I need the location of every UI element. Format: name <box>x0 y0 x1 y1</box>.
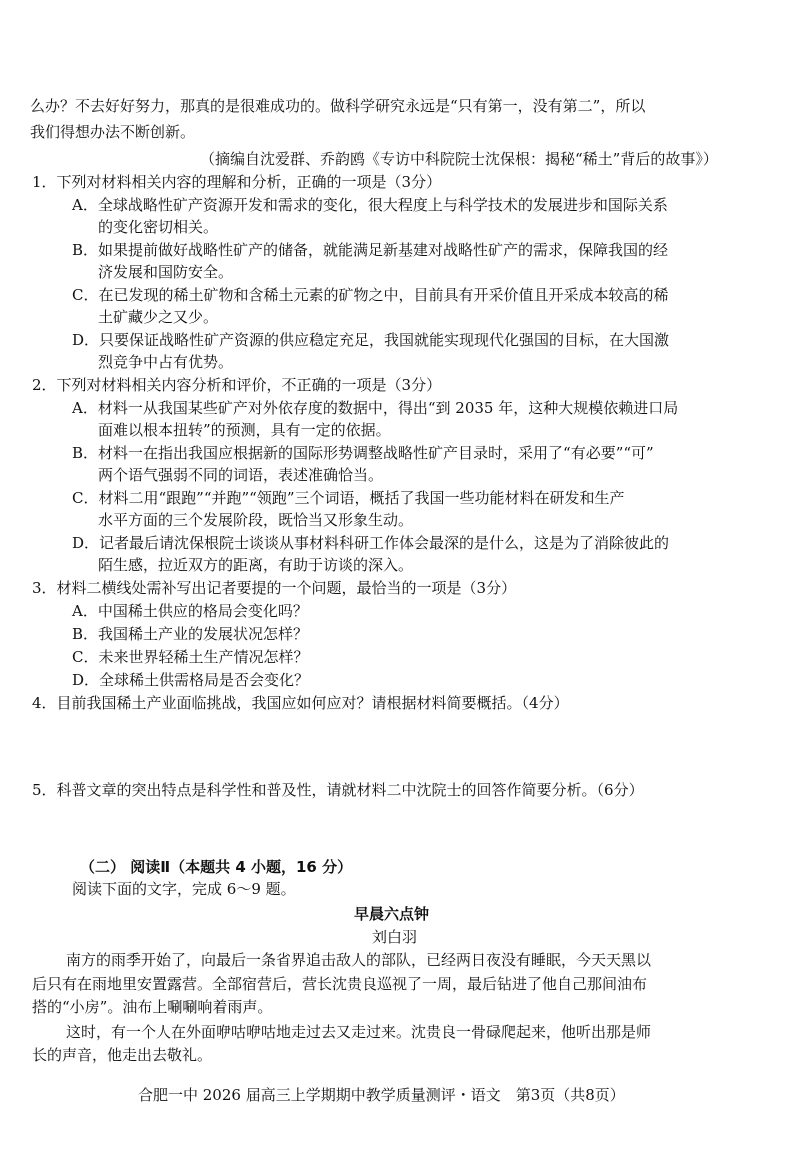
page-footer: 合肥一中 2026 届高三上学期期中教学质量测评・语文 第3页（共8页） <box>138 1086 625 1104</box>
q1-option-b: B．如果提前做好战略性矿产的储备，就能满足新基建对战略性矿产的需求，保障我国的经 <box>72 241 669 259</box>
q1-option-c: C．在已发现的稀土矿物和含稀土元素的矿物之中，目前具有开采价值且开采成本较高的稀 <box>72 286 669 304</box>
story-paragraph-line: 长的声音，他走出去敬礼。 <box>32 1046 213 1064</box>
question-4-stem: 4．目前我国稀土产业面临挑战，我国应如何应对？请根据材料简要概括。（4分） <box>32 694 569 712</box>
q2-option-c-cont: 水平方面的三个发展阶段，既恰当又形象生动。 <box>98 511 414 529</box>
q2-option-a: A．材料一从我国某些矿产对外依存度的数据中，得出“到 2035 年，这种大规模依赖进口局 <box>72 399 679 417</box>
q1-option-d-cont: 烈竞争中占有优势。 <box>98 353 234 371</box>
q1-option-a-cont: 的变化密切相关。 <box>98 218 219 236</box>
section-instruction: 阅读下面的文字，完成 6～9 题。 <box>72 880 296 898</box>
question-5-stem: 5．科普文章的突出特点是科学性和普及性，请就材料二中沈院士的回答作简要分析。（6分） <box>32 781 644 799</box>
q3-option-c: C．未来世界轻稀土生产情况怎样？ <box>72 648 309 666</box>
source-citation: （摘编自沈爱群、乔韵鸥《专访中科院院士沈保根：揭秘“稀土”背后的故事》） <box>200 150 718 168</box>
story-paragraph-line: 南方的雨季开始了，向最后一条省界追击敌人的部队，已经两日夜没有睡眠，今天天黑以 <box>66 951 652 969</box>
q3-option-a: A．中国稀土供应的格局会变化吗？ <box>72 602 308 620</box>
q3-option-b: B．我国稀土产业的发展状况怎样？ <box>72 625 309 643</box>
story-paragraph-line: 这时，有一个人在外面咿咕咿咕地走过去又走过来。沈贵良一骨碌爬起来，他听出那是师 <box>66 1023 652 1041</box>
question-1-stem: 1．下列对材料相关内容的理解和分析，正确的一项是（3分） <box>32 173 442 191</box>
passage-line: 我们得想办法不断创新。 <box>30 123 196 141</box>
story-author: 刘白羽 <box>372 928 418 946</box>
q2-option-b-cont: 两个语气强弱不同的词语，表述准确恰当。 <box>98 466 384 484</box>
question-3-stem: 3．材料二横线处需补写出记者要提的一个问题，最恰当的一项是（3分） <box>32 579 517 597</box>
q1-option-d: D．只要保证战略性矿产资源的供应稳定充足，我国就能实现现代化强国的目标，在大国激 <box>72 331 670 349</box>
story-paragraph-line: 搭的“小房”。油布上唰唰响着雨声。 <box>32 998 273 1016</box>
q2-option-d-cont: 陌生感，拉近双方的距离，有助于访谈的深入。 <box>98 556 414 574</box>
passage-line: 么办？不去好好努力，那真的是很难成功的。做科学研究永远是“只有第一，没有第二”，所以 <box>30 97 646 115</box>
question-2-stem: 2．下列对材料相关内容分析和评价，不正确的一项是（3分） <box>32 376 442 394</box>
q3-option-d: D．全球稀土供需格局是否会变化？ <box>72 671 310 689</box>
story-title: 早晨六点钟 <box>354 905 430 923</box>
q2-option-d: D．记者最后请沈保根院士谈谈从事材料科研工作体会最深的是什么，这是为了消除彼此的 <box>72 534 670 552</box>
q2-option-c: C．材料二用“跟跑”“并跑”“领跑”三个词语，概括了我国一些功能材料在研发和生产 <box>72 489 625 507</box>
q1-option-a: A．全球战略性矿产资源开发和需求的变化，很大程度上与科学技术的发展进步和国际关系 <box>72 196 668 214</box>
q2-option-b: B．材料一在指出我国应根据新的国际形势调整战略性矿产目录时，采用了“有必要”“可” <box>72 444 654 462</box>
q1-option-b-cont: 济发展和国防安全。 <box>98 263 234 281</box>
section-heading: （二） 阅读Ⅱ（本题共 4 小题，16 分） <box>80 858 353 876</box>
story-paragraph-line: 后只有在雨地里安置露营。全部宿营后，营长沈贵良巡视了一周，最后钻进了他自己那间油布 <box>32 975 648 993</box>
q1-option-c-cont: 土矿藏少之又少。 <box>98 308 219 326</box>
q2-option-a-cont: 面难以根本扭转”的预测，具有一定的依据。 <box>98 421 391 439</box>
